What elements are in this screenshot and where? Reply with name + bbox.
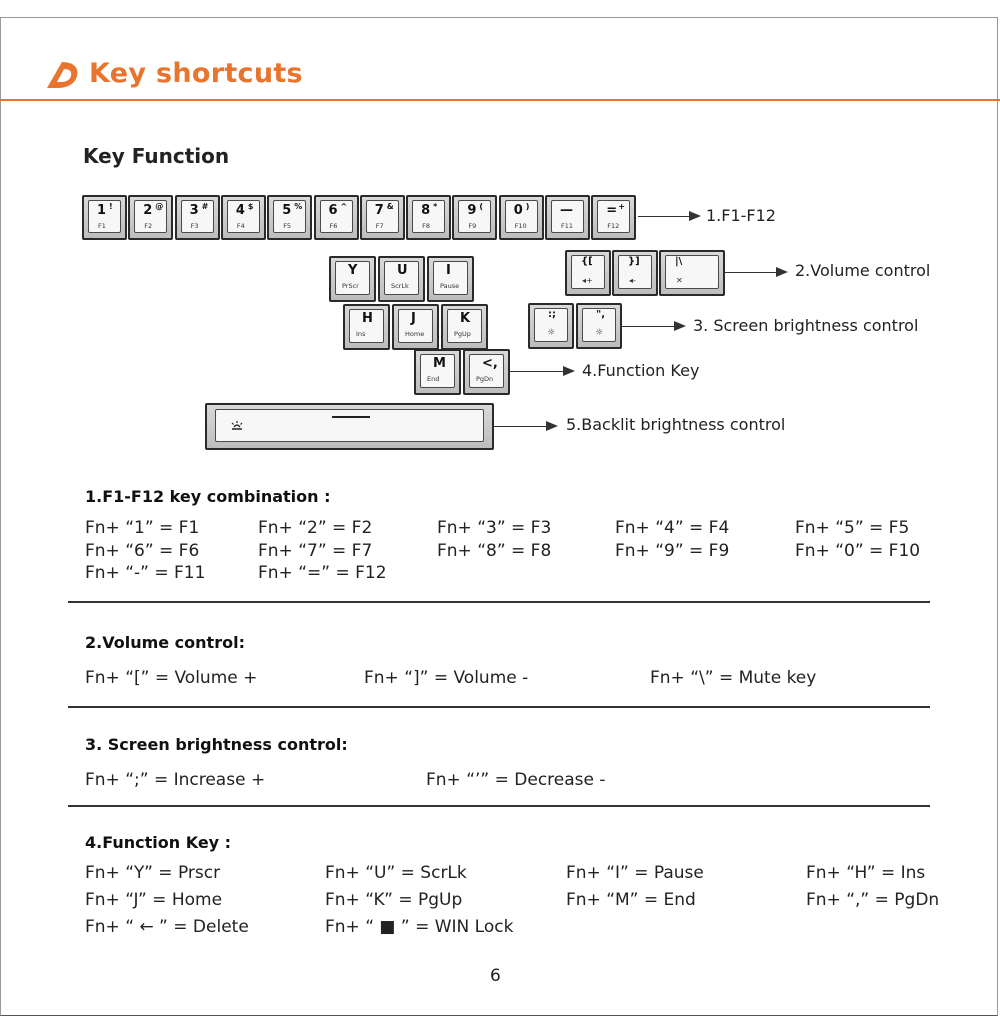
function-item: Fn+ “K” = PgUp xyxy=(325,890,463,910)
combo-item: Fn+ “8” = F8 xyxy=(437,541,552,561)
key-legend: U xyxy=(397,263,408,278)
function-item: Fn+ “J” = Home xyxy=(85,890,223,910)
volume-item: Fn+ “]” = Volume - xyxy=(364,668,529,688)
section-divider xyxy=(68,601,930,603)
key-legend: 1 xyxy=(97,203,107,218)
key-fn-legend: F1 xyxy=(98,222,106,230)
f-row-key xyxy=(128,195,173,240)
combo-item: Fn+ “2” = F2 xyxy=(258,518,373,538)
key-fn-legend: F8 xyxy=(422,222,430,230)
key-fn-legend: F3 xyxy=(190,222,199,230)
f-row-key xyxy=(360,195,405,240)
brand-logo-icon xyxy=(40,57,80,93)
key-shift-legend: + xyxy=(618,202,625,211)
callout-label-screen: 3. Screen brightness control xyxy=(693,316,919,335)
key-shift-legend: % xyxy=(294,202,303,211)
key-fn-legend: F10 xyxy=(514,222,527,230)
page-title: Key shortcuts xyxy=(89,58,303,89)
combo-item: Fn+ “9” = F9 xyxy=(615,541,730,561)
key-legend: Y xyxy=(348,263,358,278)
screen-item: Fn+ “;” = Increase + xyxy=(85,770,266,790)
function-key-pgdn xyxy=(463,349,510,395)
key-shift-legend: ! xyxy=(109,202,113,211)
key-fn-legend: ☼ xyxy=(547,328,556,338)
key-fn-legend: F9 xyxy=(468,222,477,230)
brightness-key xyxy=(528,303,574,349)
key-fn-legend: PrScr xyxy=(342,282,359,290)
key-shift-legend: & xyxy=(386,202,394,211)
key-shift-legend: ) xyxy=(525,202,530,211)
combo-item: Fn+ “4” = F4 xyxy=(615,518,730,538)
key-legend: <, xyxy=(482,356,498,371)
callout-line-backlit xyxy=(494,426,547,427)
f-row-key xyxy=(406,195,451,240)
volume-item: Fn+ “[” = Volume + xyxy=(85,668,258,688)
function-key-pause xyxy=(427,256,474,302)
key-fn-legend: End xyxy=(427,375,440,383)
key-fn-legend: F7 xyxy=(375,222,384,230)
key-shift-legend: @ xyxy=(155,202,164,211)
combo-item: Fn+ “6” = F6 xyxy=(85,541,200,561)
function-key-ins xyxy=(343,304,390,350)
screen-item: Fn+ “’” = Decrease - xyxy=(426,770,606,790)
combo-item: Fn+ “-” = F11 xyxy=(85,563,206,583)
volume-key xyxy=(612,250,658,296)
keycap-face xyxy=(665,255,719,289)
key-fn-legend: PgUp xyxy=(454,330,471,338)
key-shift-legend: ^ xyxy=(340,202,348,211)
f-row-key xyxy=(452,195,497,240)
key-shift-legend: $ xyxy=(247,202,254,211)
volume-section-title: 2.Volume control: xyxy=(85,633,245,652)
screen-section-title: 3. Screen brightness control: xyxy=(85,735,348,754)
key-legend: |\ xyxy=(675,256,683,267)
space-bar-bump xyxy=(332,416,370,418)
function-item: Fn+ “Y” = Prscr xyxy=(85,863,221,883)
callout-arrow-backlit xyxy=(546,421,558,431)
function-key-end xyxy=(414,349,461,395)
key-shift-legend: ( xyxy=(479,202,484,211)
combo-item: Fn+ “1” = F1 xyxy=(85,518,200,538)
key-fn-legend: ✕ xyxy=(676,276,683,285)
callout-arrow-volume xyxy=(776,267,788,277)
key-legend: H xyxy=(362,311,373,326)
callout-label-f1-f12: 1.F1-F12 xyxy=(706,206,776,225)
key-fn-legend: PgDn xyxy=(476,375,494,383)
key-legend: 6 xyxy=(328,203,338,218)
f-row-key xyxy=(221,195,266,240)
f-row-key xyxy=(591,195,636,240)
callout-arrow-screen xyxy=(674,321,686,331)
key-legend: }] xyxy=(628,256,640,267)
brightness-key xyxy=(576,303,622,349)
combo-item: Fn+ “7” = F7 xyxy=(258,541,373,561)
callout-arrow-function xyxy=(563,366,575,376)
key-legend: J xyxy=(411,311,416,326)
volume-key xyxy=(565,250,611,296)
key-fn-legend: Home xyxy=(405,330,425,338)
f-combo-title: 1.F1-F12 key combination : xyxy=(85,487,331,506)
key-legend: {[ xyxy=(581,256,593,267)
function-key-home xyxy=(392,304,439,350)
key-legend: 5 xyxy=(282,203,292,218)
f-row-key xyxy=(267,195,312,240)
key-fn-legend: Ins xyxy=(356,330,366,338)
section-divider xyxy=(68,805,930,807)
callout-label-function: 4.Function Key xyxy=(582,361,700,380)
function-key-pgup xyxy=(441,304,488,350)
callout-line-f1-f12 xyxy=(638,216,690,217)
combo-item: Fn+ “3” = F3 xyxy=(437,518,552,538)
function-item: Fn+ “ ← ” = Delete xyxy=(85,917,249,937)
combo-item: Fn+ “5” = F5 xyxy=(795,518,910,538)
key-legend: = xyxy=(606,203,618,218)
callout-label-backlit: 5.Backlit brightness control xyxy=(566,415,786,434)
key-legend: 0 xyxy=(513,203,523,218)
key-fn-legend: ☼ xyxy=(595,328,604,338)
key-fn-legend: F12 xyxy=(607,222,620,230)
callout-line-function xyxy=(509,371,564,372)
key-fn-legend: ◂+ xyxy=(582,276,593,285)
function-item: Fn+ “I” = Pause xyxy=(566,863,704,883)
function-item: Fn+ “,” = PgDn xyxy=(806,890,940,910)
key-shift-legend: # xyxy=(201,202,209,211)
key-legend: 2 xyxy=(143,203,153,218)
header-rule xyxy=(0,99,1000,101)
f-row-key xyxy=(175,195,220,240)
key-legend: 7 xyxy=(374,203,384,218)
key-legend: 3 xyxy=(189,203,199,218)
key-fn-legend: F2 xyxy=(144,222,153,230)
function-item: Fn+ “ ■ ” = WIN Lock xyxy=(325,917,514,937)
key-legend: M xyxy=(433,356,446,371)
function-item: Fn+ “U” = ScrLk xyxy=(325,863,467,883)
key-legend: I xyxy=(446,263,451,278)
key-fn-legend: ◂- xyxy=(629,276,636,285)
callout-label-volume: 2.Volume control xyxy=(795,261,931,280)
f-row-key xyxy=(499,195,544,240)
combo-item: Fn+ “=” = F12 xyxy=(258,563,387,583)
key-legend: K xyxy=(460,311,471,326)
function-item: Fn+ “M” = End xyxy=(566,890,696,910)
section-divider xyxy=(68,706,930,708)
key-fn-legend: F6 xyxy=(329,222,338,230)
key-shift-legend: * xyxy=(433,202,438,211)
volume-key xyxy=(659,250,725,296)
key-function-title: Key Function xyxy=(83,144,230,168)
f-row-key xyxy=(545,195,590,240)
function-section-title: 4.Function Key : xyxy=(85,833,232,852)
function-key-prscr xyxy=(329,256,376,302)
key-fn-legend: ScrLk xyxy=(391,282,409,290)
key-fn-legend: Pause xyxy=(440,282,460,290)
key-fn-legend: F4 xyxy=(236,222,245,230)
volume-item: Fn+ “\” = Mute key xyxy=(650,668,817,688)
f-row-key xyxy=(82,195,127,240)
f-row-key xyxy=(314,195,359,240)
key-legend: — xyxy=(560,203,573,218)
key-legend: 4 xyxy=(235,203,245,218)
key-legend: :; xyxy=(548,309,556,320)
callout-line-screen xyxy=(621,326,675,327)
key-legend: ", xyxy=(596,309,606,320)
key-fn-legend: F11 xyxy=(561,222,574,230)
callout-line-volume xyxy=(725,272,777,273)
key-legend: 8 xyxy=(421,203,431,218)
space-bar-key xyxy=(205,403,494,450)
page-number: 6 xyxy=(490,966,501,986)
key-fn-legend: F5 xyxy=(283,222,292,230)
backlight-icon xyxy=(229,419,245,431)
function-key-scrlk xyxy=(378,256,425,302)
function-item: Fn+ “H” = Ins xyxy=(806,863,926,883)
callout-arrow-f1-f12 xyxy=(689,211,701,221)
combo-item: Fn+ “0” = F10 xyxy=(795,541,921,561)
key-legend: 9 xyxy=(467,203,477,218)
